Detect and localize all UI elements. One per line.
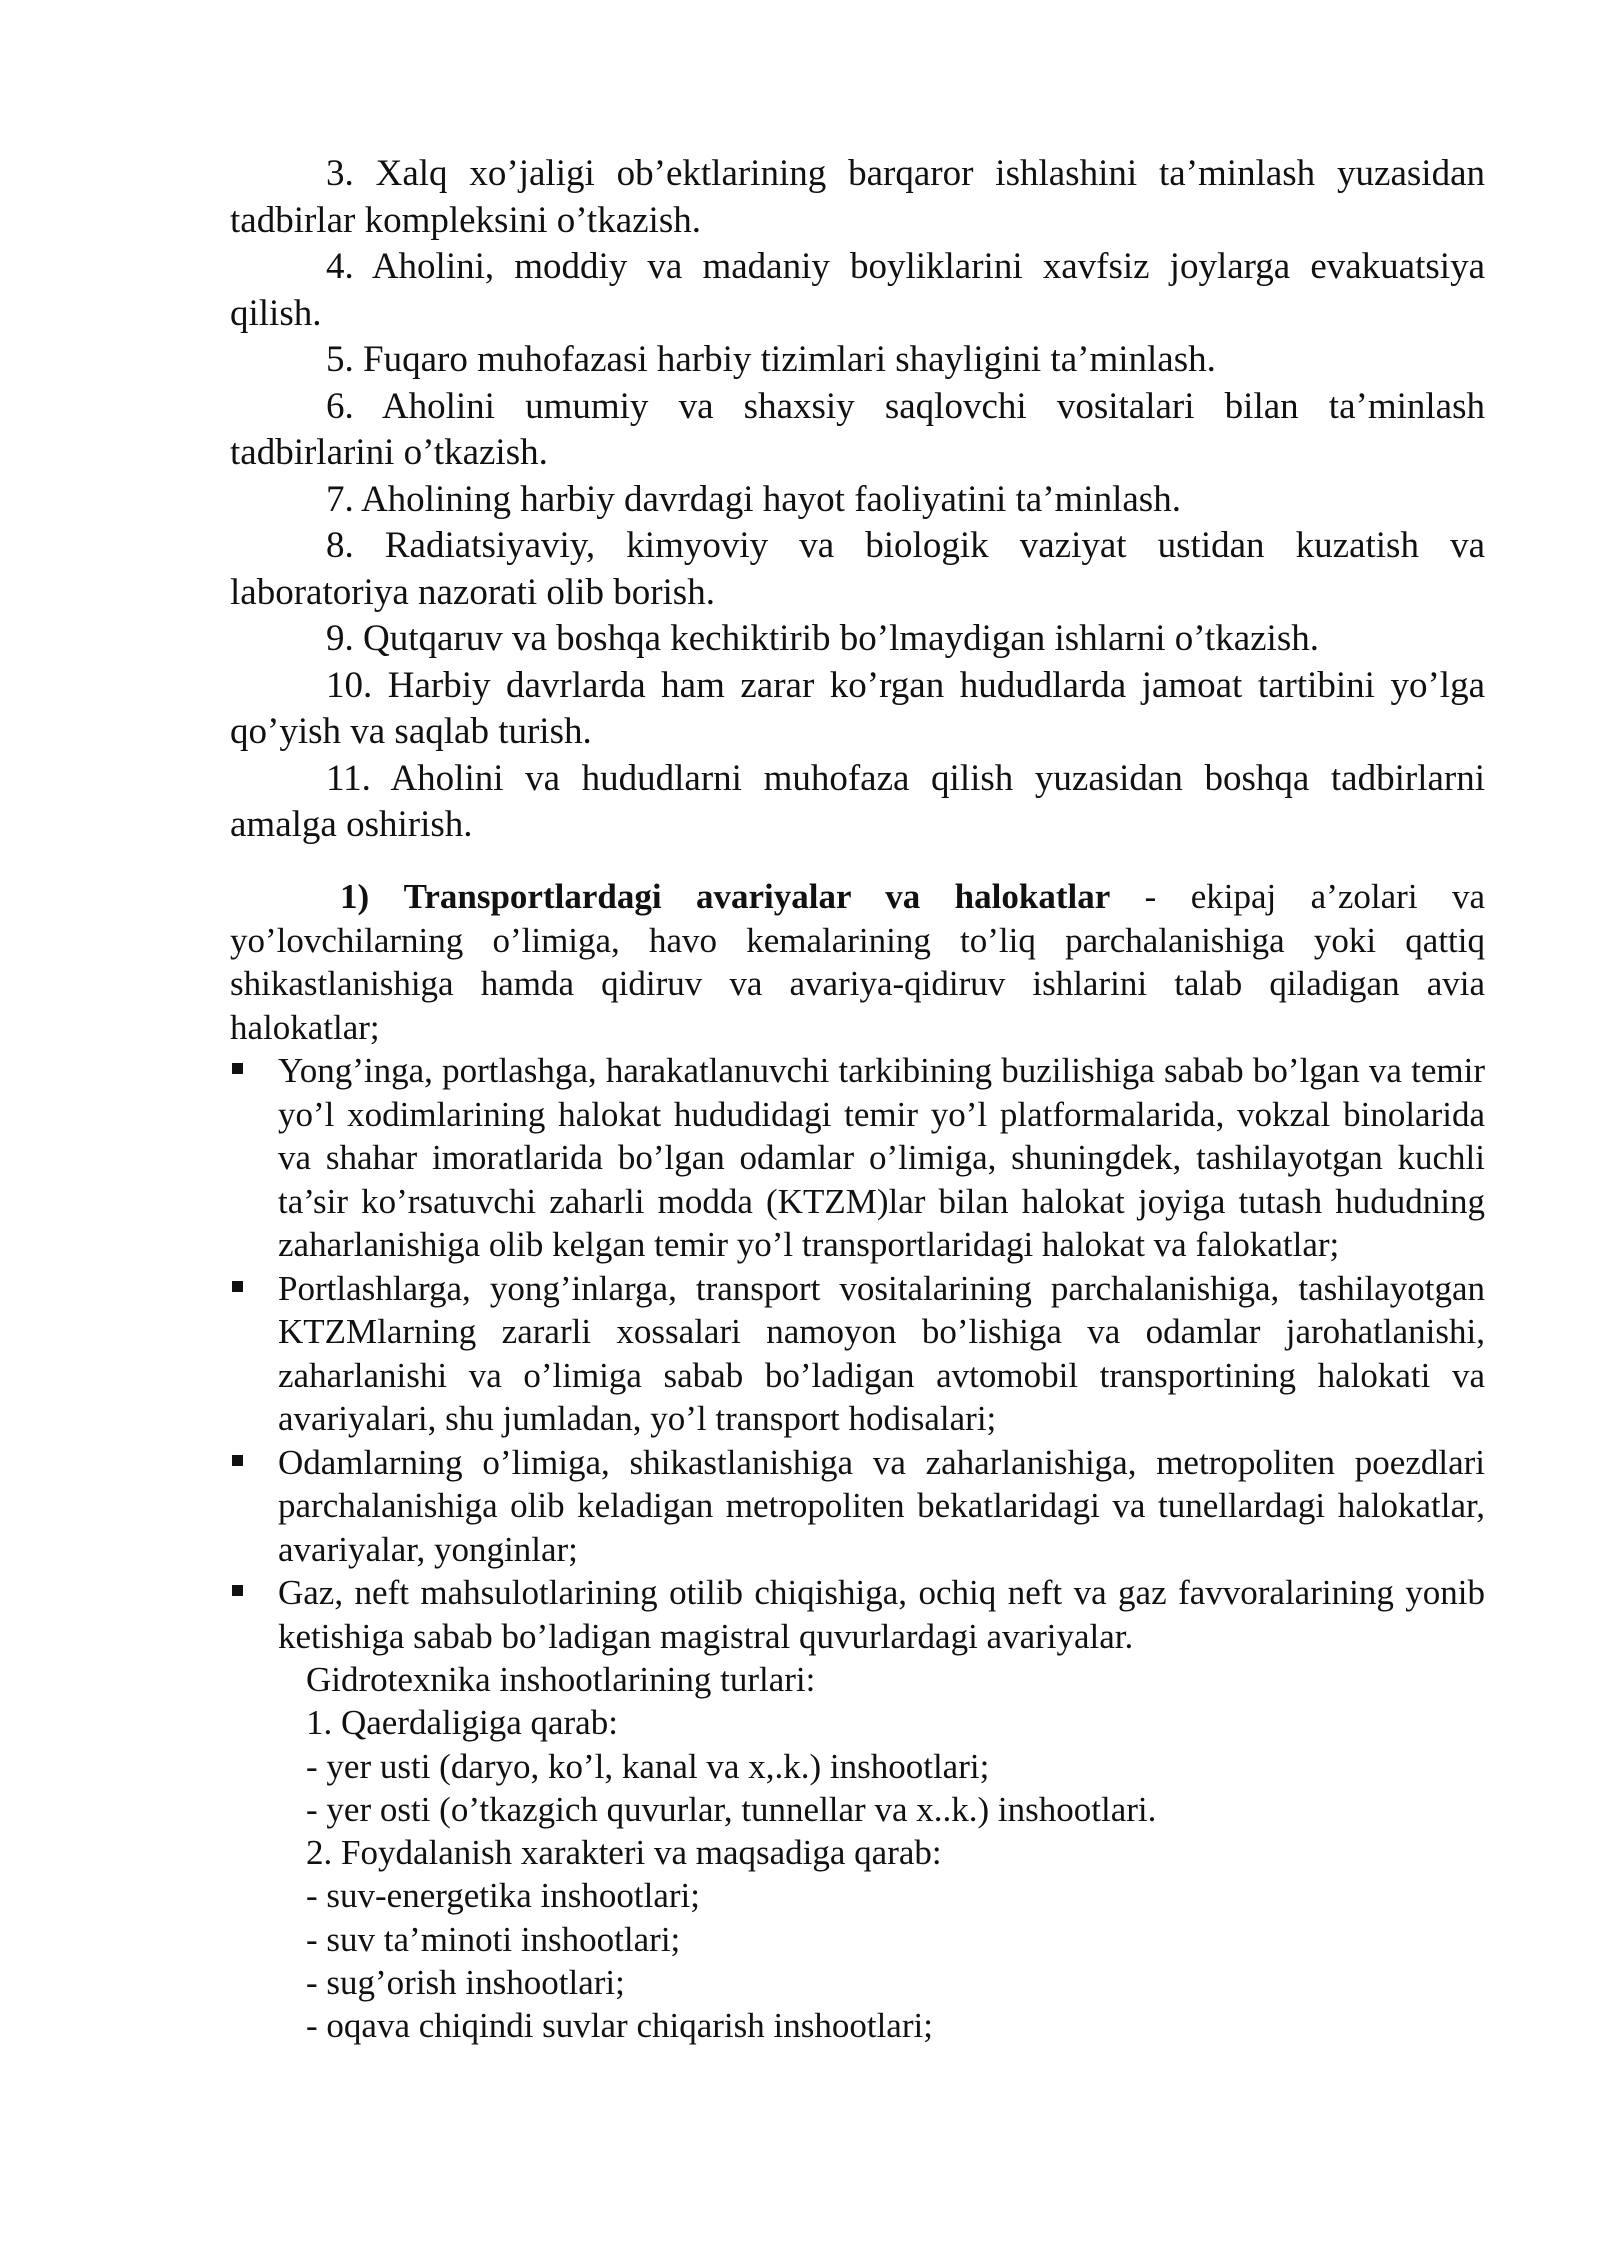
bullet-text: Yong’inga, portlashga, harakatlanuvchi tarkibining buzilishiga sabab bo’lgan va temir yo’l xodimlarining halokat hududidagi temir yo’l platformalarida, vokzal binolarida va shahar imoratlarida bo’lgan odamlar o’limiga, shuningdek, tashilayotgan kuchli ta’sir ko’rsatuvchi zaharli modda (KTZM)lar bilan halokat joyiga tutash hududning zaharlanishiga olib kelgan temir yo’l transportlaridagi halokat va falokatlar; (278, 1051, 1485, 1264)
numbered-item-7: 7. Aholining harbiy davrdagi hayot faoliyatini ta’minlash. (326, 478, 1181, 520)
hydro-line: 2. Foydalanish xarakteri va maqsadiga qarab: (306, 1833, 942, 1873)
bullet-item (230, 1441, 1485, 1572)
section-intro (230, 875, 1485, 1049)
hydro-line: - yer usti (daryo, ko’l, kanal va x,.k.) inshootlari; (306, 1746, 990, 1786)
square-bullet-icon (232, 1455, 243, 1466)
bullet-text: Portlashlarga, yong’inlarga, transport vositalarining parchalanishiga, tashilayotgan KTZMlarning zararli xossalari namoyon bo’lishiga va odamlar jarohatlanishi, zaharlanishi va o’limiga sabab bo’ladigan avtomobil transportining halokati va avariyalari, shu jumladan, yo’l transport hodisalari; (278, 1268, 1485, 1438)
numbered-list (230, 151, 1485, 849)
square-bullet-icon (232, 1063, 243, 1074)
numbered-item-11: 11. Aholini va hududlarni muhofaza qilish yuzasidan boshqa tadbirlarni amalga oshirish. (230, 757, 1485, 845)
numbered-item-9: 9. Qutqaruv va boshqa kechiktirib bo’lmaydigan ishlarni o’tkazish. (326, 618, 1319, 659)
hydro-line: - yer osti (o’tkazgich quvurlar, tunnellar va x..k.) inshootlari. (306, 1789, 1157, 1829)
square-bullet-icon (232, 1281, 243, 1292)
numbered-item-4: 4. Aholini, moddiy va madaniy boyliklarini xavfsiz joylarga evakuatsiya qilish. (230, 246, 1485, 334)
hydro-line: - oqava chiqindi suvlar chiqarish inshootlari; (306, 2006, 933, 2046)
bullet-item (230, 1049, 1485, 1267)
bullet-item (230, 1571, 1485, 1658)
hydro-line: - sug’orish inshootlari; (306, 1963, 625, 2003)
numbered-item-5: 5. Fuqaro muhofazasi harbiy tizimlari shayligini ta’minlash. (326, 339, 1216, 380)
section-number: 1) (340, 877, 370, 916)
hydro-structures-list (230, 1658, 1485, 2048)
numbered-item-10: 10. Harbiy davrlarda ham zarar ko’rgan hududlarda jamoat tartibini yo’lga qo’yish va saqlab turish. (230, 664, 1485, 752)
numbered-item-6: 6. Aholini umumiy va shaxsiy saqlovchi vositalari bilan ta’minlash tadbirlarini o’tkazish. (230, 385, 1485, 473)
numbered-item-3: 3. Xalq xo’jaligi ob’ektlarining barqaror ishlashini ta’minlash yuzasidan tadbirlar kompleksini o’tkazish. (230, 153, 1485, 241)
bullet-text: Gaz, neft mahsulotlarining otilib chiqishiga, ochiq neft va gaz favvoralarining yonib ketishiga sabab bo’ladigan magistral quvurlardagi avariyalar. (278, 1573, 1485, 1656)
hydro-heading: Gidrotexnika inshootlarining turlari: (306, 1660, 816, 1699)
bullet-text: Odamlarning o’limiga, shikastlanishiga va zaharlanishiga, metropoliten poezdlari parchalanishiga olib keladigan metropoliten bekatlaridagi va tunellardagi halokatlar, avariyalar, yonginlar; (278, 1442, 1485, 1569)
section-title: Transportlardagi avariyalar va halokatlar (403, 877, 1111, 916)
hydro-line: - suv ta’minoti inshootlari; (306, 1919, 681, 1959)
bullet-item (230, 1267, 1485, 1441)
hydro-line: 1. Qaerdaligiga qarab: (306, 1703, 618, 1743)
square-bullet-icon (232, 1585, 243, 1596)
hydro-line: - suv-energetika inshootlari; (306, 1876, 700, 1916)
transport-section (230, 875, 1485, 2048)
bullet-list (230, 1049, 1485, 1658)
section-text: - ekipaj a’zolari va yo’lovchilarning o’limiga, havo kemalarining to’liq parchalanishiga yoki qattiq shikastlanishiga hamda qidiruv va avariya-qidiruv ishlarini talab qiladigan avia halokatlar; (230, 877, 1485, 1047)
numbered-item-8: 8. Radiatsiyaviy, kimyoviy va biologik vaziyat ustidan kuzatish va laboratoriya nazorati olib borish. (230, 525, 1485, 613)
